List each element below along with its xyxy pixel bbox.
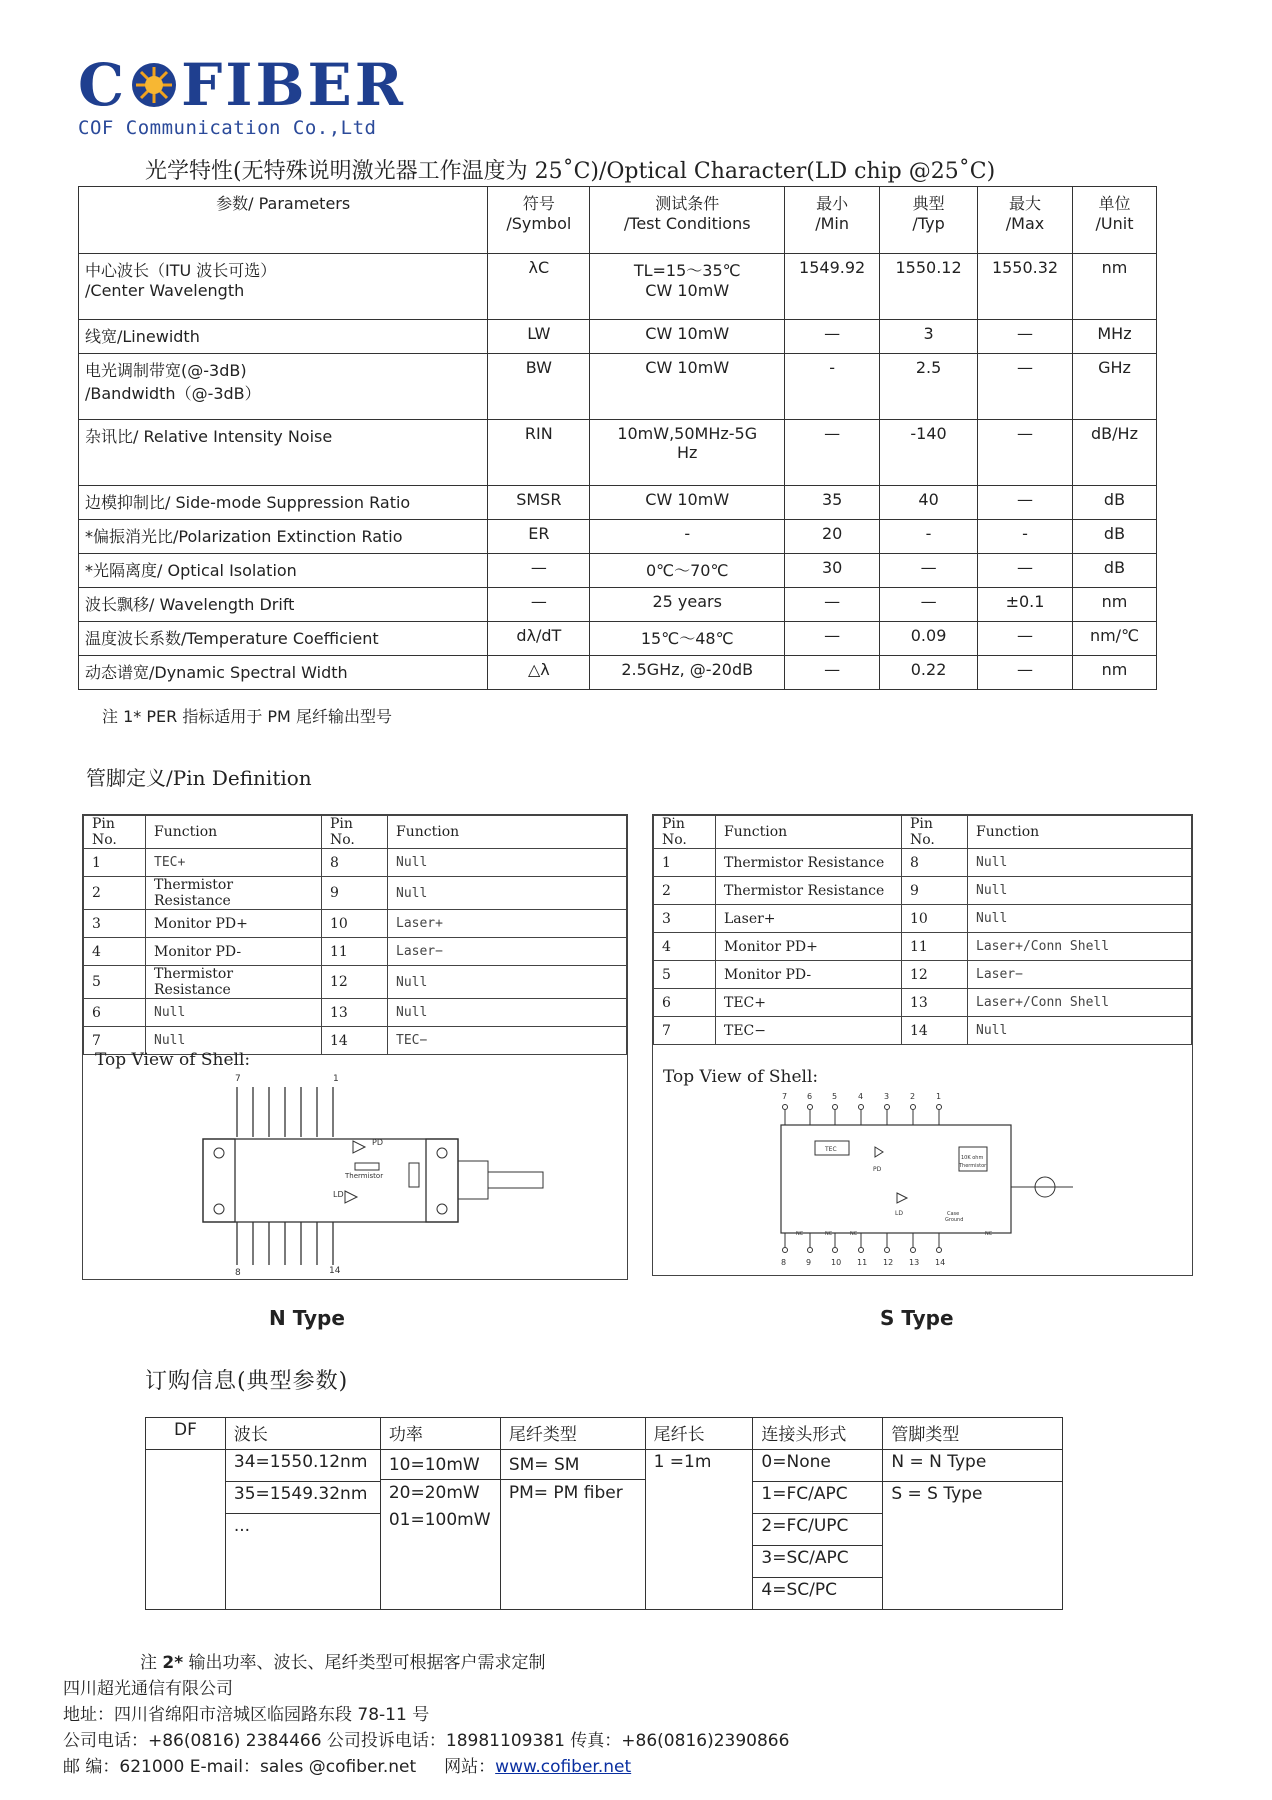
n-type-pin-table [83, 815, 627, 1055]
pin-cell: 5 [654, 961, 716, 989]
param-condition: 2.5GHz, @-20dB [590, 656, 785, 690]
pin-row [654, 849, 1192, 877]
pin-cell: 2 [654, 877, 716, 905]
param-min: — [785, 320, 880, 354]
pin-cell: Null [968, 905, 1192, 933]
param-min: — [785, 420, 880, 486]
param-typ: — [880, 554, 978, 588]
order-header-row [146, 1418, 1063, 1450]
pin-row [654, 905, 1192, 933]
order-power-10: 10=10mW [388, 1455, 480, 1475]
s-ground-label: Ground [945, 1217, 964, 1223]
pin-header-cell: Function [146, 816, 322, 849]
s-bottom-pin-label: 9 [806, 1258, 812, 1267]
order-connector-4: 4=SC/PC [753, 1578, 883, 1610]
pin-cell: Laser+ [388, 910, 627, 938]
param-symbol: △λ [488, 656, 590, 690]
pin-cell: 7 [654, 1017, 716, 1045]
param-typ: 0.09 [880, 622, 978, 656]
pin-cell: 10 [902, 905, 968, 933]
pin-definition-title: 管脚定义/Pin Definition [86, 766, 312, 790]
pin-cell: 8 [902, 849, 968, 877]
param-symbol: ER [488, 520, 590, 554]
n-pin-1-label: 1 [333, 1074, 339, 1084]
pin-cell: Laser+/Conn Shell [968, 933, 1192, 961]
optical-header-cell: 测试条件 /Test Conditions [590, 187, 785, 254]
n-top-pins [237, 1087, 333, 1137]
pin-cell: TEC− [716, 1017, 902, 1045]
optical-header-row [79, 187, 1157, 254]
optical-row [79, 420, 1157, 486]
param-unit: dB [1073, 520, 1157, 554]
footer-company: 四川超光通信有限公司 [63, 1679, 233, 1699]
pin-cell: 4 [84, 938, 146, 966]
param-symbol: SMSR [488, 486, 590, 520]
param-unit: MHz [1073, 320, 1157, 354]
optical-characteristics-table [78, 186, 1157, 690]
s-top-view-label: Top View of Shell: [663, 1067, 819, 1087]
param-condition: CW 10mW [590, 354, 785, 420]
s-top-pin [858, 1092, 864, 1125]
param-name: *偏振消光比/Polarization Extinction Ratio [79, 520, 488, 554]
note2-marker: 2* [162, 1653, 184, 1673]
pin-header-cell: Pin No. [84, 816, 146, 849]
param-unit: nm [1073, 656, 1157, 690]
pin-cell: 8 [322, 849, 388, 877]
n-type-pin-box [82, 814, 628, 1280]
order-wavelength-35: 35=1549.32nm [225, 1482, 380, 1514]
s-bottom-pin-label: 12 [883, 1258, 894, 1267]
param-symbol: dλ/dT [488, 622, 590, 656]
pin-cell: 7 [84, 1027, 146, 1055]
pin-cell: 3 [654, 905, 716, 933]
param-min: — [785, 588, 880, 622]
n-type-shell-diagram [83, 1047, 627, 1277]
s-top-pin-label: 5 [832, 1092, 838, 1101]
order-fiber-cell [500, 1450, 645, 1610]
pin-cell: Monitor PD- [146, 938, 322, 966]
pin-cell: Monitor PD+ [716, 933, 902, 961]
s-top-pin [832, 1092, 838, 1125]
pin-row [84, 999, 627, 1027]
pin-row [84, 966, 627, 999]
s-ld-icon [897, 1193, 907, 1203]
param-max: 1550.32 [978, 254, 1073, 320]
pin-row [654, 877, 1192, 905]
param-name: 动态谱宽/Dynamic Spectral Width [79, 656, 488, 690]
s-bottom-pin-label: 8 [781, 1258, 787, 1267]
s-bottom-pin-label: 11 [857, 1258, 868, 1267]
sun-logo-icon [129, 60, 179, 110]
order-header-fiber: 尾纤类型 [500, 1418, 645, 1450]
optical-header-cell: 典型 /Typ [880, 187, 978, 254]
pin-header-cell: Function [388, 816, 627, 849]
n-type-label: N Type [269, 1306, 345, 1330]
n-top-view-label: Top View of Shell: [95, 1050, 251, 1070]
param-name: *光隔离度/ Optical Isolation [79, 554, 488, 588]
order-length-cell: 1 =1m [645, 1450, 753, 1610]
optical-row [79, 320, 1157, 354]
s-nc-label: NC [850, 1231, 858, 1237]
pin-cell: Monitor PD+ [146, 910, 322, 938]
param-condition: TL=15～35℃ CW 10mW [590, 254, 785, 320]
s-case-label: Case [947, 1211, 960, 1217]
pin-header-cell: Function [968, 816, 1192, 849]
optical-header-cell: 最小 /Min [785, 187, 880, 254]
param-max: ±0.1 [978, 588, 1073, 622]
n-ld-label: LD [333, 1190, 344, 1199]
param-typ: - [880, 520, 978, 554]
pin-header-cell: Pin No. [654, 816, 716, 849]
pin-cell: 2 [84, 877, 146, 910]
pin-cell: Monitor PD- [716, 961, 902, 989]
n-shell-body [203, 1139, 458, 1222]
s-bottom-pin [857, 1233, 867, 1267]
s-bottom-pin [909, 1233, 919, 1267]
order-header-length: 尾纤长 [645, 1418, 753, 1450]
s-bottom-pin-label: 13 [909, 1258, 920, 1267]
pin-cell: 14 [322, 1027, 388, 1055]
pin-header-cell: Pin No. [902, 816, 968, 849]
pin-cell: Thermistor Resistance [146, 877, 322, 910]
pin-row [654, 1017, 1192, 1045]
param-max: — [978, 656, 1073, 690]
s-nc-label: NC [985, 1231, 993, 1237]
n-bottom-pins [237, 1222, 333, 1265]
s-nc-label: NC [825, 1231, 833, 1237]
param-typ: 40 [880, 486, 978, 520]
s-top-pin [782, 1092, 788, 1125]
param-max: — [978, 554, 1073, 588]
pin-cell: 10 [322, 910, 388, 938]
s-bottom-pin [883, 1233, 893, 1267]
param-symbol: λC [488, 254, 590, 320]
param-unit: dB [1073, 486, 1157, 520]
order-df-cell [146, 1450, 226, 1610]
pin-cell: 3 [84, 910, 146, 938]
pin-cell: TEC+ [146, 849, 322, 877]
param-condition: 25 years [590, 588, 785, 622]
s-top-pin [807, 1092, 813, 1125]
pin-cell: TEC− [388, 1027, 627, 1055]
s-top-pin-label: 1 [936, 1092, 942, 1101]
s-top-pin-label: 4 [858, 1092, 864, 1101]
pin-cell: 9 [902, 877, 968, 905]
pin-cell: Null [968, 849, 1192, 877]
footer-contact [63, 1754, 789, 1780]
s-thermistor-value: 10K ohm [961, 1155, 984, 1161]
s-pd-label: PD [873, 1166, 882, 1173]
optical-row [79, 354, 1157, 420]
pin-cell: Null [146, 999, 322, 1027]
order-power-20: 20=20mW [381, 1479, 500, 1507]
pin-cell: 5 [84, 966, 146, 999]
param-symbol: LW [488, 320, 590, 354]
order-header-power: 功率 [380, 1418, 500, 1450]
s-type-label: S Type [880, 1306, 954, 1330]
s-pd-icon [875, 1147, 883, 1157]
pin-cell: Null [968, 877, 1192, 905]
order-pin-s: S = S Type [883, 1482, 1063, 1610]
pin-cell: Null [388, 877, 627, 910]
param-name: 电光调制带宽(@-3dB) /Bandwidth（@-3dB） [79, 354, 488, 420]
param-min: — [785, 622, 880, 656]
footer-phone: 公司电话：+86(0816) 2384466 公司投诉电话：18981109381 传真：+86(0816)2390866 [63, 1731, 790, 1751]
logo-subtitle: COF Communication Co.,Ltd [78, 117, 377, 139]
optical-header-cell: 单位 /Unit [1073, 187, 1157, 254]
pin-cell: 11 [322, 938, 388, 966]
pin-cell: 6 [654, 989, 716, 1017]
param-max: - [978, 520, 1073, 554]
pin-header-row [84, 816, 627, 849]
s-tec-label: TEC [825, 1146, 837, 1153]
param-symbol: BW [488, 354, 590, 420]
param-symbol: RIN [488, 420, 590, 486]
pin-cell: Null [388, 849, 627, 877]
pin-cell: Null [146, 1027, 322, 1055]
param-symbol: — [488, 554, 590, 588]
order-header-pin: 管脚类型 [883, 1418, 1063, 1450]
footer-postal: 邮 编：621000 E-mail：sales @cofiber.net [63, 1757, 417, 1777]
s-top-pin [884, 1092, 890, 1125]
pin-cell: Laser+/Conn Shell [968, 989, 1192, 1017]
optical-row [79, 588, 1157, 622]
s-bottom-pin [935, 1233, 945, 1267]
optical-header-cell: 最大 /Max [978, 187, 1073, 254]
pin-cell: 12 [902, 961, 968, 989]
param-unit: nm/℃ [1073, 622, 1157, 656]
pin-cell: 13 [902, 989, 968, 1017]
optical-row [79, 486, 1157, 520]
param-condition: CW 10mW [590, 320, 785, 354]
order-power-100: 01=100mW [388, 1510, 491, 1530]
n-fiber-boot [488, 1172, 543, 1188]
pin-cell: Laser− [388, 938, 627, 966]
s-bottom-pin-label: 10 [831, 1258, 842, 1267]
param-typ: 1550.12 [880, 254, 978, 320]
pin-row [84, 877, 627, 910]
company-logo [78, 51, 406, 139]
optical-header-cell: 符号 /Symbol [488, 187, 590, 254]
param-unit: GHz [1073, 354, 1157, 420]
optical-row [79, 520, 1157, 554]
n-pin-14-label: 14 [329, 1266, 341, 1276]
order-connector-1: 1=FC/APC [753, 1482, 883, 1514]
pin-cell: Thermistor Resistance [716, 877, 902, 905]
s-top-pins [782, 1092, 942, 1125]
s-top-pin-label: 6 [807, 1092, 813, 1101]
pin-cell: Thermistor Resistance [716, 849, 902, 877]
pin-cell: Thermistor Resistance [146, 966, 322, 999]
s-type-shell-diagram [653, 1077, 1192, 1277]
pin-cell: Null [388, 966, 627, 999]
param-unit: nm [1073, 254, 1157, 320]
pin-header-row [654, 816, 1192, 849]
optical-row [79, 656, 1157, 690]
page-title: 光学特性(无特殊说明激光器工作温度为 25˚C)/Optical Character(LD chip @25˚C) [145, 159, 996, 184]
param-max: — [978, 622, 1073, 656]
optical-row [79, 254, 1157, 320]
param-min: 30 [785, 554, 880, 588]
s-type-pin-box [652, 814, 1193, 1276]
param-typ: 0.22 [880, 656, 978, 690]
footer-site-label: 网站： [444, 1757, 496, 1777]
pin-cell: 1 [84, 849, 146, 877]
param-min: 20 [785, 520, 880, 554]
param-name: 杂讯比/ Relative Intensity Noise [79, 420, 488, 486]
s-top-pin [910, 1092, 916, 1125]
param-typ: — [880, 588, 978, 622]
pin-header-cell: Pin No. [322, 816, 388, 849]
param-typ: -140 [880, 420, 978, 486]
optical-header-cell: 参数/ Parameters [79, 187, 488, 254]
pin-cell: 13 [322, 999, 388, 1027]
custom-note [140, 1648, 546, 1673]
order-fiber-pm: PM= PM fiber [501, 1479, 645, 1507]
s-top-pin-label: 3 [884, 1092, 890, 1101]
param-name: 中心波长（ITU 波长可选） /Center Wavelength [79, 254, 488, 320]
param-condition: - [590, 520, 785, 554]
param-min: — [785, 656, 880, 690]
param-unit: dB/Hz [1073, 420, 1157, 486]
param-max: — [978, 486, 1073, 520]
pin-row [84, 849, 627, 877]
param-typ: 2.5 [880, 354, 978, 420]
s-nc-label: NC [796, 1231, 804, 1237]
pin-cell: Null [968, 1017, 1192, 1045]
param-condition: CW 10mW [590, 486, 785, 520]
optical-row [79, 622, 1157, 656]
param-name: 线宽/Linewidth [79, 320, 488, 354]
order-pin-n: N = N Type [883, 1450, 1063, 1482]
pin-cell: 1 [654, 849, 716, 877]
order-wavelength-more: ... [225, 1514, 380, 1610]
param-min: 1549.92 [785, 254, 880, 320]
order-header-wavelength: 波长 [225, 1418, 380, 1450]
pin-cell: 9 [322, 877, 388, 910]
n-pin-8-label: 8 [235, 1268, 241, 1277]
s-bottom-pin [781, 1233, 788, 1267]
pin-cell: 4 [654, 933, 716, 961]
param-unit: dB [1073, 554, 1157, 588]
s-top-pin [936, 1092, 942, 1125]
order-header-connector: 连接头形式 [753, 1418, 883, 1450]
param-unit: nm [1073, 588, 1157, 622]
param-condition: 10mW,50MHz-5G Hz [590, 420, 785, 486]
order-info-title: 订购信息(典型参数) [145, 1369, 349, 1394]
pin-row [654, 933, 1192, 961]
s-bottom-pin [806, 1233, 813, 1267]
param-symbol: — [488, 588, 590, 622]
param-min: 35 [785, 486, 880, 520]
param-typ: 3 [880, 320, 978, 354]
param-condition: 0℃～70℃ [590, 554, 785, 588]
s-bottom-pin-label: 14 [935, 1258, 946, 1267]
logo-wordmark: C FIBER [78, 51, 406, 119]
s-top-pin-label: 7 [782, 1092, 788, 1101]
order-power-cell [380, 1450, 500, 1610]
order-wavelength-34: 34=1550.12nm [225, 1450, 380, 1482]
param-max: — [978, 354, 1073, 420]
pin-row [84, 910, 627, 938]
s-type-pin-table [653, 815, 1192, 1045]
param-min: - [785, 354, 880, 420]
optical-row [79, 554, 1157, 588]
order-fiber-sm: SM= SM [508, 1455, 580, 1475]
param-condition: 15℃～48℃ [590, 622, 785, 656]
pin-cell: TEC+ [716, 989, 902, 1017]
pin-cell: 11 [902, 933, 968, 961]
pin-cell: 14 [902, 1017, 968, 1045]
website-link[interactable]: www.cofiber.net [495, 1757, 632, 1777]
order-header-df: DF [146, 1418, 226, 1450]
order-connector-0: 0=None [753, 1450, 883, 1482]
pin-cell: Laser+ [716, 905, 902, 933]
pin-row [654, 989, 1192, 1017]
note2-text: 输出功率、波长、尾纤类型可根据客户需求定制 [183, 1653, 546, 1673]
s-bottom-pin [831, 1233, 841, 1267]
param-max: — [978, 420, 1073, 486]
pin-cell: Laser− [968, 961, 1192, 989]
note2-prefix: 注 [140, 1653, 163, 1673]
company-footer [63, 1676, 789, 1780]
param-name: 边模抑制比/ Side-mode Suppression Ratio [79, 486, 488, 520]
order-info-table [145, 1417, 1063, 1610]
s-top-pin-label: 2 [910, 1092, 916, 1101]
pin-row [84, 938, 627, 966]
n-pin-7-label: 7 [235, 1074, 241, 1084]
param-max: — [978, 320, 1073, 354]
n-thermistor-label: Thermistor [345, 1172, 384, 1180]
footer-address: 地址：四川省绵阳市涪城区临园路东段 78-11 号 [63, 1705, 430, 1725]
per-note: 注 1* PER 指标适用于 PM 尾纤输出型号 [102, 707, 392, 726]
s-thermistor-label: Thermistor [959, 1163, 987, 1169]
pin-cell: 6 [84, 999, 146, 1027]
pin-cell: Null [388, 999, 627, 1027]
pin-row [654, 961, 1192, 989]
pin-cell: 12 [322, 966, 388, 999]
s-ld-label: LD [895, 1210, 903, 1217]
n-pd-label: PD [372, 1138, 383, 1147]
order-connector-3: 3=SC/APC [753, 1546, 883, 1578]
order-connector-2: 2=FC/UPC [753, 1514, 883, 1546]
param-name: 温度波长系数/Temperature Coefficient [79, 622, 488, 656]
s-bottom-pins [781, 1233, 945, 1267]
param-name: 波长飘移/ Wavelength Drift [79, 588, 488, 622]
pin-header-cell: Function [716, 816, 902, 849]
